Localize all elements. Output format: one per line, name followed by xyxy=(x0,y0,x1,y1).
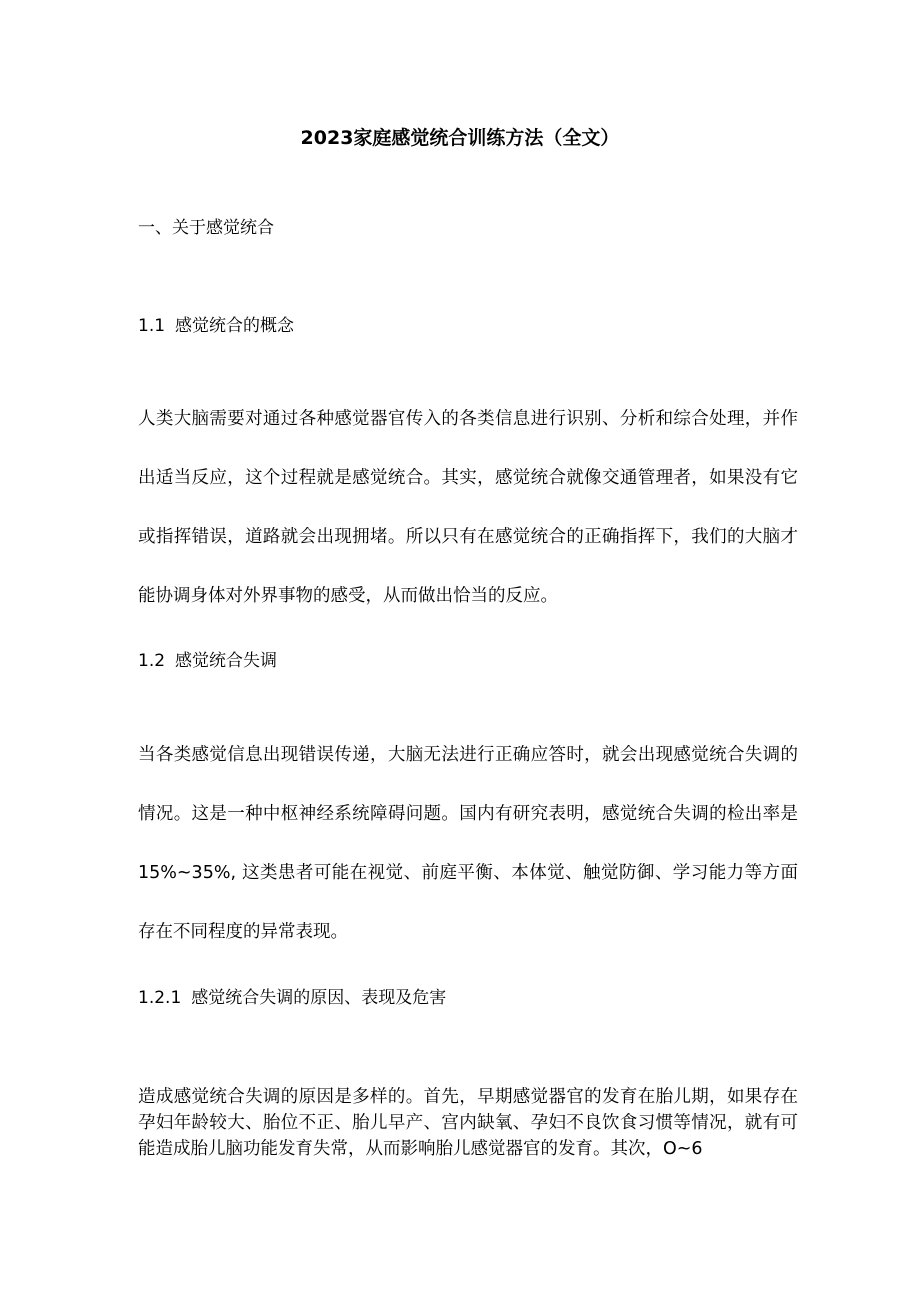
paragraph-causes: 造成感觉统合失调的原因是多样的。首先，早期感觉器官的发育在胎儿期，如果存在孕妇年龄较大、胎位不正、胎儿早产、宫内缺氧、孕妇不良饮食习惯等情况，就有可能造成胎儿脑功能发育失常，从而影响胎儿感觉器官的发育。其次，O~6 xyxy=(138,1087,798,1159)
document-title: 2023家庭感觉统合训练方法（全文） xyxy=(300,127,620,149)
section-number: 1.2.1 xyxy=(138,988,182,1008)
paragraph-concept: 人类大脑需要对通过各种感觉器官传入的各类信息进行识别、分析和综合处理，并作出适当反应，这个过程就是感觉统合。其实，感觉统合就像交通管理者，如果没有它或指挥错误，道路就会出现拥堵。所以只有在感觉统合的正确指挥下，我们的大脑才能协调身体对外界事物的感受，从而做出恰当的反应。 xyxy=(138,409,798,606)
paragraph-disorder: 当各类感觉信息出现错误传递，大脑无法进行正确应答时，就会出现感觉统合失调的情况。这是一种中枢神经系统障碍问题。国内有研究表明，感觉统合失调的检出率是 15%~35%, 这类患者可能在视觉、前庭平衡、本体觉、触觉防御、学习能力等方面存在不同程度的异常表现。 xyxy=(138,745,798,942)
section-number: 1.2 xyxy=(138,651,166,671)
section-heading-1: 一、关于感觉统合 xyxy=(138,218,274,238)
section-label: 感觉统合失调 xyxy=(175,651,278,671)
section-label: 感觉统合的概念 xyxy=(175,316,295,336)
section-heading-1-1 xyxy=(138,313,294,339)
section-heading-1-2-1 xyxy=(138,985,446,1011)
section-label: 感觉统合失调的原因、表现及危害 xyxy=(191,988,447,1008)
section-number: 1.1 xyxy=(138,316,166,336)
section-heading-1-2 xyxy=(138,648,277,674)
